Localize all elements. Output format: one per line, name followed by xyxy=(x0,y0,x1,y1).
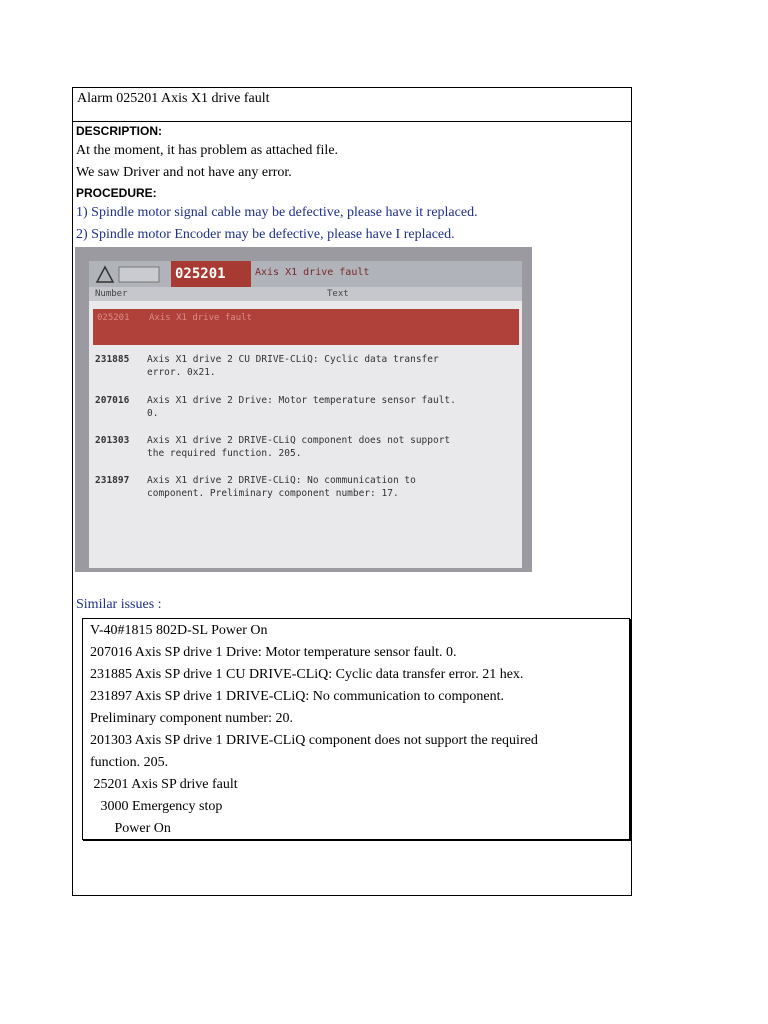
column-text: Text xyxy=(327,289,349,299)
similar-issue-line: V-40#1815 802D-SL Power On xyxy=(90,623,268,638)
alarm-row xyxy=(95,434,450,460)
similar-issue-line: 231897 Axis SP drive 1 DRIVE-CLiQ: No communication to component. xyxy=(90,689,505,704)
similar-issue-line: Power On xyxy=(90,821,171,836)
alarm-row xyxy=(95,353,439,379)
alarm-text-line: Axis X1 drive 2 DRIVE-CLiQ: No communication to xyxy=(147,475,416,486)
attached-screenshot-photo xyxy=(75,247,532,572)
procedure-step: 2) Spindle motor Encoder may be defective, please have I replaced. xyxy=(76,227,455,242)
procedure-step: 1) Spindle motor signal cable may be defective, please have it replaced. xyxy=(76,205,478,220)
alarm-number: 231897 xyxy=(95,475,130,486)
alarm-header-bar xyxy=(89,261,522,287)
procedure-label: PROCEDURE: xyxy=(76,186,157,200)
description-line: At the moment, it has problem as attached file. xyxy=(76,143,339,158)
similar-issue-line: Preliminary component number: 20. xyxy=(90,711,293,726)
alarm-text-line: Axis X1 drive 2 Drive: Motor temperature sensor fault. xyxy=(147,395,456,406)
similar-issue-line: function. 205. xyxy=(90,755,169,770)
alarm-title: Alarm 025201 Axis X1 drive fault xyxy=(73,88,631,122)
similar-issue-line: 201303 Axis SP drive 1 DRIVE-CLiQ component does not support the required xyxy=(90,733,538,748)
alarm-text-line: error. 0x21. xyxy=(147,367,216,378)
header-alarm-code: 025201 xyxy=(171,261,251,287)
alarm-text-line: the required function. 205. xyxy=(147,448,302,459)
selected-alarm-number: 025201 xyxy=(97,313,130,323)
alarm-message xyxy=(147,434,450,460)
similar-issue-line: 207016 Axis SP drive 1 Drive: Motor temperature sensor fault. 0. xyxy=(90,645,457,660)
header-alarm-text: Axis X1 drive fault xyxy=(255,267,370,278)
alarm-list-header xyxy=(89,287,522,301)
alarm-row xyxy=(95,474,416,500)
alarm-row xyxy=(95,394,456,420)
alarm-message xyxy=(147,353,439,379)
alarm-number: 207016 xyxy=(95,395,130,406)
alarm-text-line: 0. xyxy=(147,408,159,419)
alarm-text-line: component. Preliminary component number: 17. xyxy=(147,488,399,499)
alarm-number: 201303 xyxy=(95,435,130,446)
selected-alarm-text: Axis X1 drive fault xyxy=(149,313,252,323)
description-line: We saw Driver and not have any error. xyxy=(76,165,292,180)
alarm-number: 231885 xyxy=(95,354,130,365)
similar-issues-label: Similar issues : xyxy=(76,597,162,612)
document-body xyxy=(73,122,631,246)
document-table xyxy=(72,87,632,896)
warning-icon xyxy=(93,264,163,284)
similar-issue-line: 25201 Axis SP drive fault xyxy=(90,777,238,792)
similar-issue-line: 231885 Axis SP drive 1 CU DRIVE-CLiQ: Cyclic data transfer error. 21 hex. xyxy=(90,667,524,682)
column-number: Number xyxy=(95,289,128,299)
alarm-message xyxy=(147,394,456,420)
similar-issue-line: 3000 Emergency stop xyxy=(90,799,223,814)
alarm-text-line: Axis X1 drive 2 DRIVE-CLiQ component does not support xyxy=(147,435,451,446)
description-label: DESCRIPTION: xyxy=(76,124,163,138)
alarm-message xyxy=(147,474,416,500)
alarm-text-line: Axis X1 drive 2 CU DRIVE-CLiQ: Cyclic data transfer xyxy=(147,354,439,365)
similar-issues-box xyxy=(82,618,630,840)
selected-alarm-row xyxy=(93,309,519,345)
cnc-alarm-screen xyxy=(89,261,522,568)
